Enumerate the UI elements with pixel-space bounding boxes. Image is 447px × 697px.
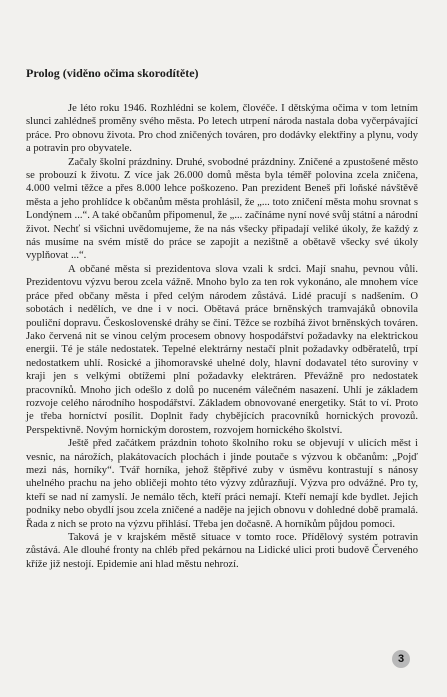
body-text [26, 102, 418, 571]
paragraph: Taková je v krajském městě situace v tomto roce. Přídělový systém potravin zůstává. Ale dlouhé fronty na chléb před pekárnou na Lidické ulici proti budově Červeného kříže již nestojí. Epidemie ani hlad městu nehrozí. [26, 532, 418, 570]
paragraph: Je léto roku 1946. Rozhlédni se kolem, človéče. I dětskýma očima v tom letním slunci zahlédneš proměny svého města. Po letech utrpení národa nastala doba vyčerpávající práce. Pro obnovu života. Pro chod zničených továren, pro dodávky elektřiny a plynu, vody a potravin pro obyvatele. [26, 103, 418, 155]
paragraph: Ještě před začátkem prázdnin tohoto školního roku se objevují v ulicích měst i vesnic, na nárožích, plakátovacích plochách i jinde poutače s výzvou k občanům: „Pojď mezi nás, horníky“. Tvář horníka, jehož štěpřivé zuby v úsměvu kontrastují s nánosy uhelného prachu na jeho obličeji mohto této výzvy zdůrazňují. Výzva pro odvážné. Pro ty, kteří se nad ní zamyslí. Je nemálo těch, kteří práci nemají. Kteří nemají kde bydlet. Jejich podniky nebo obydlí jsou zcela zničené a naděje na jejich obnovu v dohledné době pramalá. Řada z nich se proto na výzvu přihlásí. Třeba jen dočasně. A horníkům půjdou pomoci. [26, 438, 418, 530]
paragraph: Začaly školní prázdniny. Druhé, svobodné prázdniny. Zničené a zpustošené město se probouzí k životu. Z více jak 26.000 domů města byla téměř polovina zcela zničena, 4.000 velmi těžce a přes 8.000 lehce poškozeno. Pan prezident Beneš při loňské návštěvě města a jeho prohlídce k občanům města prohlásil, že „... toto zničení města mohu srovnat s Londýnem ...“. A také občanům připomenul, že „... začínáme nyní nové svůj státní a národní život. Nechť si všichni uvědomujeme, že na nás všecky připadají veliké úkoly, že každý z nás musíme na svém místě do práce se zapojit a nezištně a obětavě všecky své úkoly vyplňovat ...“. [26, 156, 418, 262]
page-number-badge: 3 [392, 650, 410, 668]
paragraph: A občané města si prezidentova slova vzali k srdci. Mají snahu, pevnou vůli. Prezidentovu výzvu berou zcela vážně. Mnoho bylo za ten rok vykonáno, ale mnohem více práce před občany města i před celým národem zůstává. Lidé pracují s nadšením. O sobotách i nedělích, ve dne i v noci. Obětavá práce brněnských tramvajáků obnovila pouliční dopravu. Československé dráhy se činí. Těžce se rozbíhá život brněnských továren. Jako červená nit se vinou celým procesem obnovy hospodářství požadavky na elektrickou energii. Té je stále nedostatek. Tepelné elektrárny nestačí plnit požadavky odběratelů, trpí nedostatkem uhlí. Rosické a jihomoravské uhelné doly, hlavní dodavatel této suroviny v kraji jen s velkými obtížemi plní požadavky elektráren. Převážně pro nedostatek pracovníků. Mnoho jich odešlo z dolů po nuceném válečném nasazení. Uhlí je základem rozvoje celého národního hospodářství. Základem obnovované energetiky. Stát to ví. Proto je třeba horníctví posílit. Doplnit řady chybějících pracovníků hornických provozů. Perspektivně. Novým hornickým dorostem, rozvojem hornického školství. [26, 263, 418, 436]
chapter-heading: Prolog (viděno očima skorodítěte) [26, 66, 199, 80]
